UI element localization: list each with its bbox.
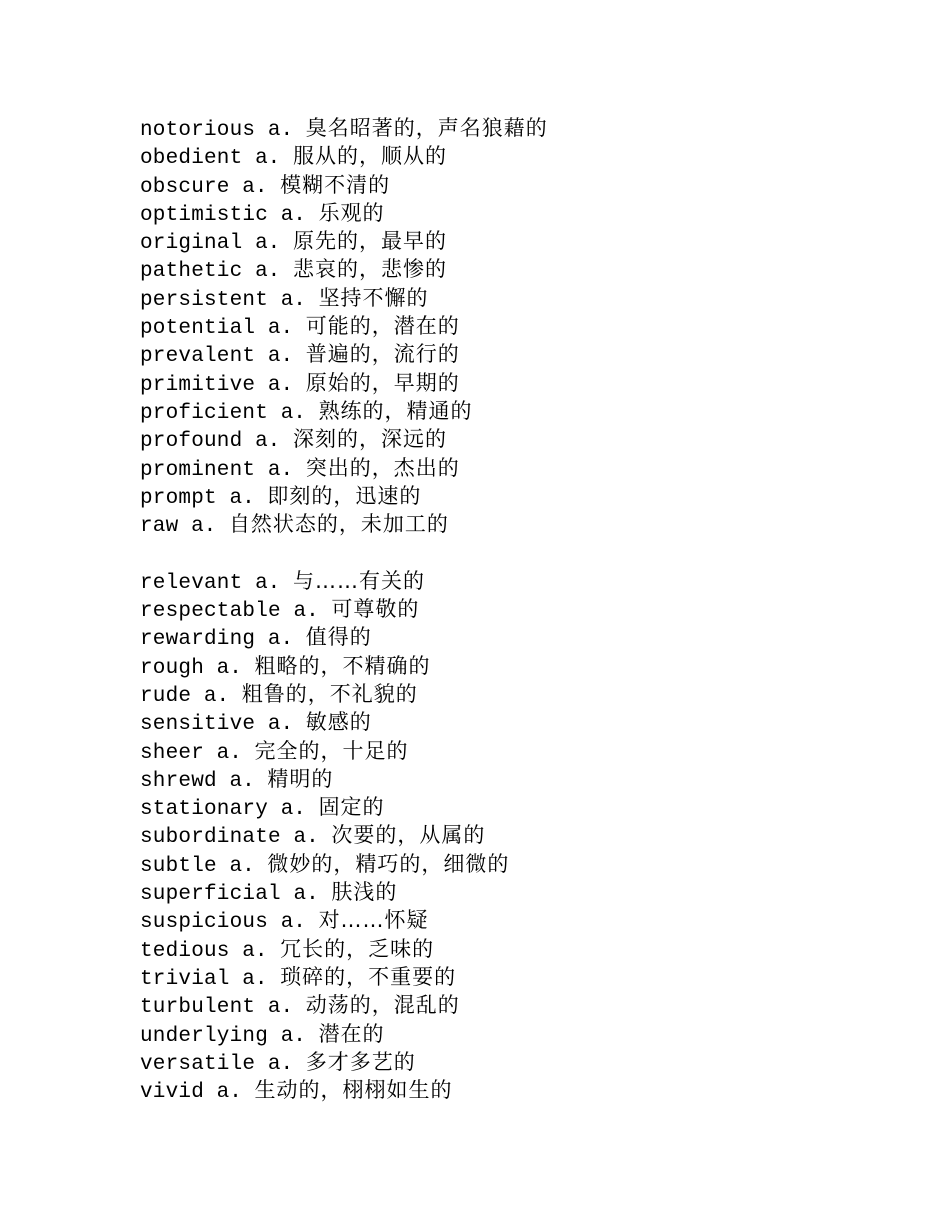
entry-word: vivid (140, 1081, 205, 1105)
entry-part-of-speech: a. (242, 939, 268, 963)
entry-part-of-speech: a. (280, 401, 306, 425)
entry-word: proficient (140, 401, 269, 425)
entry-part-of-speech: a. (280, 288, 306, 312)
entry-part-of-speech: a. (255, 147, 281, 171)
entry-word: suspicious (140, 911, 269, 935)
entry-word: stationary (140, 798, 269, 822)
vocab-entry (140, 765, 548, 793)
entry-meaning: 生动的，栩栩如生的 (254, 1078, 453, 1103)
entry-word: superficial (140, 883, 281, 907)
entry-meaning: 多才多艺的 (305, 1049, 416, 1074)
entry-meaning: 自然状态的，未加工的 (228, 512, 449, 537)
entry-part-of-speech: a. (280, 911, 306, 935)
entry-word: respectable (140, 600, 281, 624)
vocab-entry (140, 821, 548, 849)
vocab-entry (140, 369, 548, 397)
entry-meaning: 模糊不清的 (280, 172, 391, 197)
vocab-entry (140, 284, 548, 312)
vocab-entry (140, 312, 548, 340)
entry-word: versatile (140, 1052, 256, 1076)
entry-meaning: 肤浅的 (331, 880, 398, 905)
entry-meaning: 粗鲁的，不礼貌的 (241, 681, 418, 706)
entry-word: trivial (140, 967, 230, 991)
entry-part-of-speech: a. (280, 1024, 306, 1048)
vocab-entry (140, 425, 548, 453)
entry-word: prevalent (140, 345, 256, 369)
entry-word: raw (140, 515, 179, 539)
vocab-entry (140, 708, 548, 736)
entry-part-of-speech: a. (267, 373, 294, 397)
vocab-entry (140, 227, 548, 255)
entry-meaning: 深刻的，深远的 (292, 427, 447, 452)
entry-meaning: 原先的，最早的 (292, 229, 447, 254)
vocab-entry (140, 850, 548, 878)
entry-meaning: 即刻的，迅速的 (267, 483, 422, 508)
vocab-entry (140, 567, 548, 595)
entry-part-of-speech: a. (191, 515, 217, 539)
entry-word: turbulent (140, 996, 256, 1020)
entry-word: underlying (140, 1024, 269, 1048)
entry-meaning: 普遍的，流行的 (305, 342, 460, 367)
vocab-entry (140, 991, 548, 1019)
entry-word: subordinate (140, 826, 281, 850)
vocab-entry (140, 255, 548, 283)
entry-part-of-speech: a. (216, 1081, 242, 1105)
entry-meaning: 坚持不懈的 (318, 285, 429, 310)
vocab-entry (140, 482, 548, 510)
entry-meaning: 原始的，早期的 (305, 370, 460, 395)
entry-meaning: 微妙的，精巧的，细微的 (267, 851, 510, 876)
vocab-entry (140, 171, 548, 199)
vocab-entry (140, 963, 548, 991)
entry-meaning: 与……有关的 (292, 568, 425, 593)
entry-part-of-speech: a. (267, 119, 294, 142)
entry-part-of-speech: a. (255, 260, 281, 284)
entry-word: potential (140, 317, 256, 341)
entry-meaning: 精明的 (267, 766, 334, 791)
entry-part-of-speech: a. (293, 826, 319, 850)
entry-meaning: 动荡的，混乱的 (305, 993, 460, 1018)
entry-word: subtle (140, 854, 217, 878)
vocab-entry (140, 737, 548, 765)
entry-word: shrewd (140, 769, 217, 793)
entry-meaning: 可能的，潜在的 (305, 314, 460, 339)
entry-word: notorious (140, 119, 256, 142)
entry-word: tedious (140, 939, 230, 963)
entry-word: optimistic (140, 203, 269, 227)
entry-part-of-speech: a. (229, 854, 255, 878)
entry-word: rewarding (140, 628, 256, 652)
entry-meaning: 服从的，顺从的 (292, 144, 447, 169)
entry-word: obscure (140, 175, 230, 199)
vocab-entry (140, 454, 548, 482)
entry-part-of-speech: a. (293, 600, 319, 624)
entry-part-of-speech: a. (267, 713, 294, 737)
entry-word: rude (140, 684, 192, 708)
entry-meaning: 粗略的，不精确的 (254, 653, 431, 678)
entry-part-of-speech: a. (267, 458, 294, 482)
vocab-entry (140, 1076, 548, 1104)
entry-meaning: 乐观的 (318, 200, 385, 225)
vocab-entry (140, 878, 548, 906)
entry-word: rough (140, 656, 205, 680)
entry-word: relevant (140, 571, 243, 595)
vocab-entry (140, 652, 548, 680)
vocab-entry (140, 793, 548, 821)
entry-part-of-speech: a. (242, 967, 268, 991)
vocab-entry (140, 935, 548, 963)
vocab-entry (140, 510, 548, 538)
entry-word: prompt (140, 486, 217, 510)
vocab-entry (140, 340, 548, 368)
entry-meaning: 完全的，十足的 (254, 738, 409, 763)
entry-meaning: 潜在的 (318, 1021, 385, 1046)
entry-meaning: 冗长的，乏味的 (280, 936, 435, 961)
entry-part-of-speech: a. (267, 628, 294, 652)
vocab-entry (140, 595, 548, 623)
entry-part-of-speech: a. (203, 684, 230, 708)
entry-word: prominent (140, 458, 256, 482)
entry-part-of-speech: a. (229, 769, 255, 793)
entry-meaning: 可尊敬的 (331, 597, 420, 622)
entry-word: primitive (140, 373, 256, 397)
entry-part-of-speech: a. (267, 1052, 294, 1076)
vocab-entry (140, 680, 548, 708)
vocab-entry (140, 397, 548, 425)
entry-part-of-speech: a. (267, 996, 294, 1020)
vocab-entry (140, 142, 548, 170)
entry-part-of-speech: a. (216, 741, 242, 765)
entry-meaning: 熟练的，精通的 (318, 398, 473, 423)
entry-part-of-speech: a. (255, 430, 281, 454)
entry-part-of-speech: a. (280, 203, 306, 227)
vocabulary-list (140, 114, 548, 1104)
entry-meaning: 对……怀疑 (318, 908, 429, 933)
vocab-entry (140, 1048, 548, 1076)
entry-meaning: 次要的，从属的 (331, 823, 486, 848)
entry-word: obedient (140, 147, 243, 171)
vocab-entry (140, 199, 548, 227)
entry-word: pathetic (140, 260, 243, 284)
entry-meaning: 臭名昭著的，声名狼藉的 (305, 116, 548, 140)
entry-part-of-speech: a. (229, 486, 255, 510)
entry-part-of-speech: a. (267, 317, 294, 341)
entry-meaning: 突出的，杰出的 (305, 455, 460, 480)
entry-word: original (140, 232, 243, 256)
entry-word: sensitive (140, 713, 256, 737)
vocab-entry (140, 1020, 548, 1048)
entry-part-of-speech: a. (216, 656, 242, 680)
entry-word: sheer (140, 741, 205, 765)
entry-meaning: 悲哀的，悲惨的 (292, 257, 447, 282)
entry-word: profound (140, 430, 243, 454)
entry-meaning: 敏感的 (305, 710, 372, 735)
vocab-entry (140, 623, 548, 651)
entry-meaning: 值得的 (305, 625, 372, 650)
vocab-entry (140, 114, 548, 142)
entry-part-of-speech: a. (242, 175, 268, 199)
entry-part-of-speech: a. (267, 345, 294, 369)
entry-meaning: 琐碎的，不重要的 (280, 964, 457, 989)
entry-word: persistent (140, 288, 269, 312)
entry-part-of-speech: a. (293, 883, 319, 907)
entry-part-of-speech: a. (255, 232, 281, 256)
entry-meaning: 固定的 (318, 795, 385, 820)
entry-part-of-speech: a. (255, 571, 281, 595)
entry-part-of-speech: a. (280, 798, 306, 822)
vocab-entry (140, 906, 548, 934)
